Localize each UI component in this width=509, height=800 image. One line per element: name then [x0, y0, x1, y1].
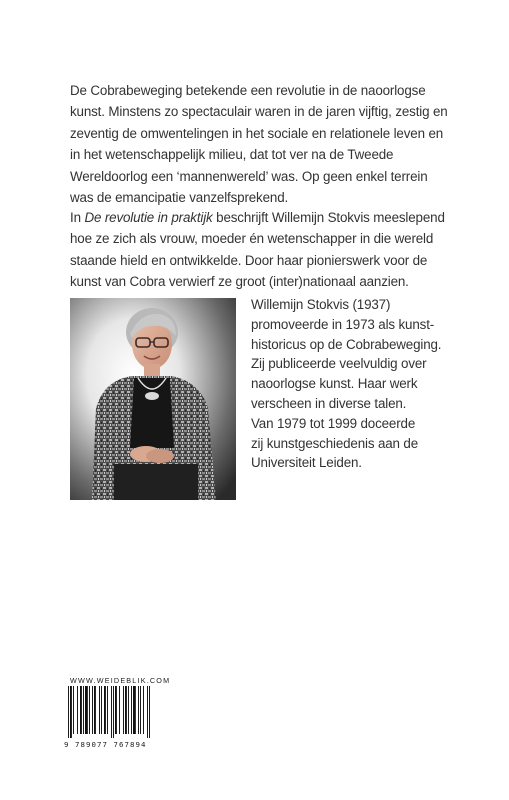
barcode-bar: [70, 686, 72, 738]
barcode-bar: [143, 686, 144, 734]
author-bio-line: Van 1979 tot 1999 doceerde: [251, 415, 416, 431]
barcode-bar: [149, 686, 150, 738]
barcode-bar: [83, 686, 84, 734]
barcode-bar: [131, 686, 132, 734]
author-bio-line: Willemijn Stokvis (1937): [251, 297, 391, 312]
barcode-bar: [94, 686, 96, 734]
blurb-paragraph-2: [70, 207, 450, 293]
barcode-bar: [138, 686, 139, 734]
author-bio-line: Zij publiceerde veelvuldig over: [251, 356, 427, 372]
author-bio-line: verscheen in diverse talen.: [251, 395, 407, 411]
barcode-bar: [101, 686, 102, 734]
author-bio-line: Universiteit Leiden.: [251, 455, 362, 471]
barcode-bar: [92, 686, 93, 734]
isbn-number: 9 789077 767894: [64, 740, 147, 749]
barcode-bar: [128, 686, 129, 734]
barcode-bar: [111, 686, 112, 738]
blurb-paragraph-1: De Cobrabeweging betekende een revolutie in de naoorlogse kunst. Minstens zo spectaculair waren in de jaren vijftig, zestig en zeventig de omwentelingen in het sociale en relationele leven en in het wetenschappelijk milieu, dat tot ver na de Tweede Wereldoorlog een ‘mannenwereld’ was. Op geen enkel terrein was de emancipatie vanzelfsprekend.: [70, 83, 448, 206]
barcode-bar: [77, 686, 78, 734]
author-bio-line: naoorlogse kunst. Haar werk: [251, 376, 418, 392]
barcode-bar: [85, 686, 88, 734]
barcode-bar: [73, 686, 74, 734]
publisher-website: WWW.WEIDEBLIK.COM: [70, 676, 171, 685]
barcode-bar: [115, 686, 117, 734]
barcode-bar: [123, 686, 124, 734]
barcode-bar: [89, 686, 90, 734]
barcode-bar: [68, 686, 69, 738]
isbn-barcode: [67, 686, 179, 738]
barcode-bar: [140, 686, 141, 734]
barcode-bar: [133, 686, 136, 734]
blurb-paragraph-2-prefix: In: [70, 210, 85, 225]
barcode-bar: [107, 686, 108, 734]
barcode-bar: [147, 686, 148, 738]
barcode-bar: [80, 686, 82, 734]
author-bio-line: historicus op de Cobrabeweging.: [251, 336, 442, 352]
blurb-paragraph-2-rest: beschrijft Willemijn Stokvis meeslepend hoe ze zich als vrouw, moeder én wetenschapper in die wereld staande hield en ontwikkelde. Door haar pionierswerk voor de kunst van Cobra verwierf ze groot (inter)nationaal aanzien.: [70, 210, 445, 290]
barcode-bar: [104, 686, 106, 734]
book-title: De revolutie in praktijk: [84, 210, 213, 225]
author-photo: [70, 298, 236, 500]
author-bio-line: zij kunstgeschiedenis aan de: [251, 435, 419, 451]
barcode-bar: [119, 686, 120, 734]
barcode-bar: [113, 686, 114, 738]
barcode-bar: [99, 686, 100, 734]
author-bio-line: promoveerde in 1973 als kunst-: [251, 316, 435, 332]
barcode-bar: [125, 686, 127, 734]
author-portrait-illustration: [70, 298, 236, 500]
author-bio: [251, 295, 451, 473]
